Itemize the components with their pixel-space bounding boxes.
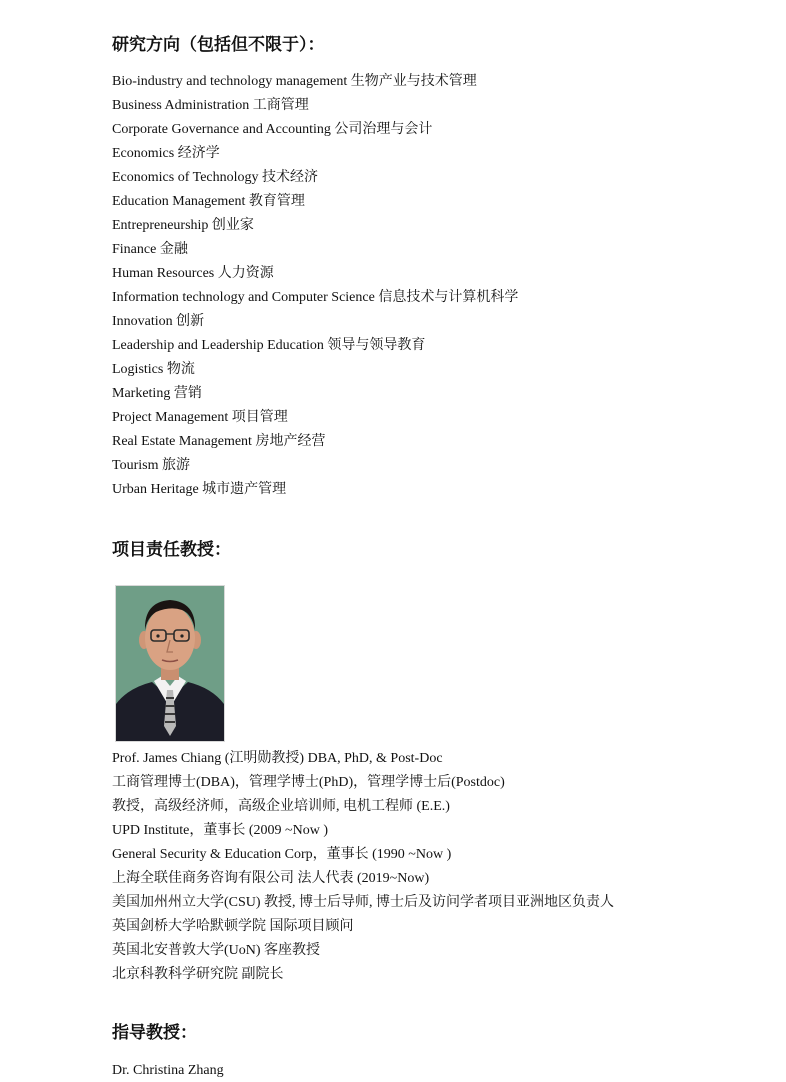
bio-line: 英国剑桥大学哈默顿学院 国际项目顾问 bbox=[112, 919, 354, 934]
research-area-item: Human Resources 人力资源 bbox=[112, 266, 274, 281]
research-area-item: Business Administration 工商管理 bbox=[112, 98, 309, 113]
research-area-item: Information technology and Computer Science 信息技术与计算机科学 bbox=[112, 290, 519, 305]
research-area-item: Marketing 营销 bbox=[112, 386, 202, 401]
bio-line: 美国加州州立大学(CSU) 教授, 博士后导师, 博士后及访问学者项目亚洲地区负责人 bbox=[112, 895, 615, 910]
responsible-professor-heading: 项目责任教授： bbox=[112, 540, 231, 560]
research-area-item: Urban Heritage 城市遗产管理 bbox=[112, 482, 287, 497]
research-area-item: Entrepreneurship 创业家 bbox=[112, 218, 254, 233]
research-area-item: Project Management 项目管理 bbox=[112, 410, 288, 425]
research-area-item: Innovation 创新 bbox=[112, 314, 205, 329]
professor-bio-list bbox=[112, 747, 614, 987]
research-area-item: Real Estate Management 房地产经营 bbox=[112, 434, 326, 449]
bio-line: 北京科教科学研究院 副院长 bbox=[112, 967, 284, 982]
research-areas-heading: 研究方向（包括但不限于）： bbox=[112, 35, 325, 55]
bio-line: General Security & Education Corp，董事长 (1990 ~Now ) bbox=[112, 847, 452, 862]
bio-line: 工商管理博士(DBA)，管理学博士(PhD)，管理学博士后(Postdoc) bbox=[112, 775, 505, 790]
professor-portrait-photo bbox=[115, 585, 225, 742]
research-areas-list bbox=[112, 70, 518, 502]
research-area-item: Bio-industry and technology management 生物产业与技术管理 bbox=[112, 74, 477, 89]
research-area-item: Leadership and Leadership Education 领导与领导教育 bbox=[112, 338, 426, 353]
bio-line: 上海全联佳商务咨询有限公司 法人代表 (2019~Now) bbox=[112, 871, 430, 886]
research-area-item: Economics of Technology 技术经济 bbox=[112, 170, 319, 185]
photo-face bbox=[145, 606, 195, 670]
bio-line: Prof. James Chiang (江明勋教授) DBA, PhD, & Post-Doc bbox=[112, 751, 443, 766]
research-area-item: Economics 经济学 bbox=[112, 146, 220, 161]
bio-line: UPD Institute，董事长 (2009 ~Now ) bbox=[112, 823, 329, 838]
advisor-name: Dr. Christina Zhang bbox=[112, 1063, 224, 1078]
research-area-item: Education Management 教育管理 bbox=[112, 194, 305, 209]
advisor-heading: 指导教授： bbox=[112, 1023, 197, 1043]
research-area-item: Logistics 物流 bbox=[112, 362, 195, 377]
research-area-item: Finance 金融 bbox=[112, 242, 188, 257]
bio-line: 英国北安普敦大学(UoN) 客座教授 bbox=[112, 943, 321, 958]
research-area-item: Corporate Governance and Accounting 公司治理与会计 bbox=[112, 122, 433, 137]
bio-line: 教授，高级经济师，高级企业培训师, 电机工程师 (E.E.) bbox=[112, 799, 450, 814]
research-area-item: Tourism 旅游 bbox=[112, 458, 190, 473]
